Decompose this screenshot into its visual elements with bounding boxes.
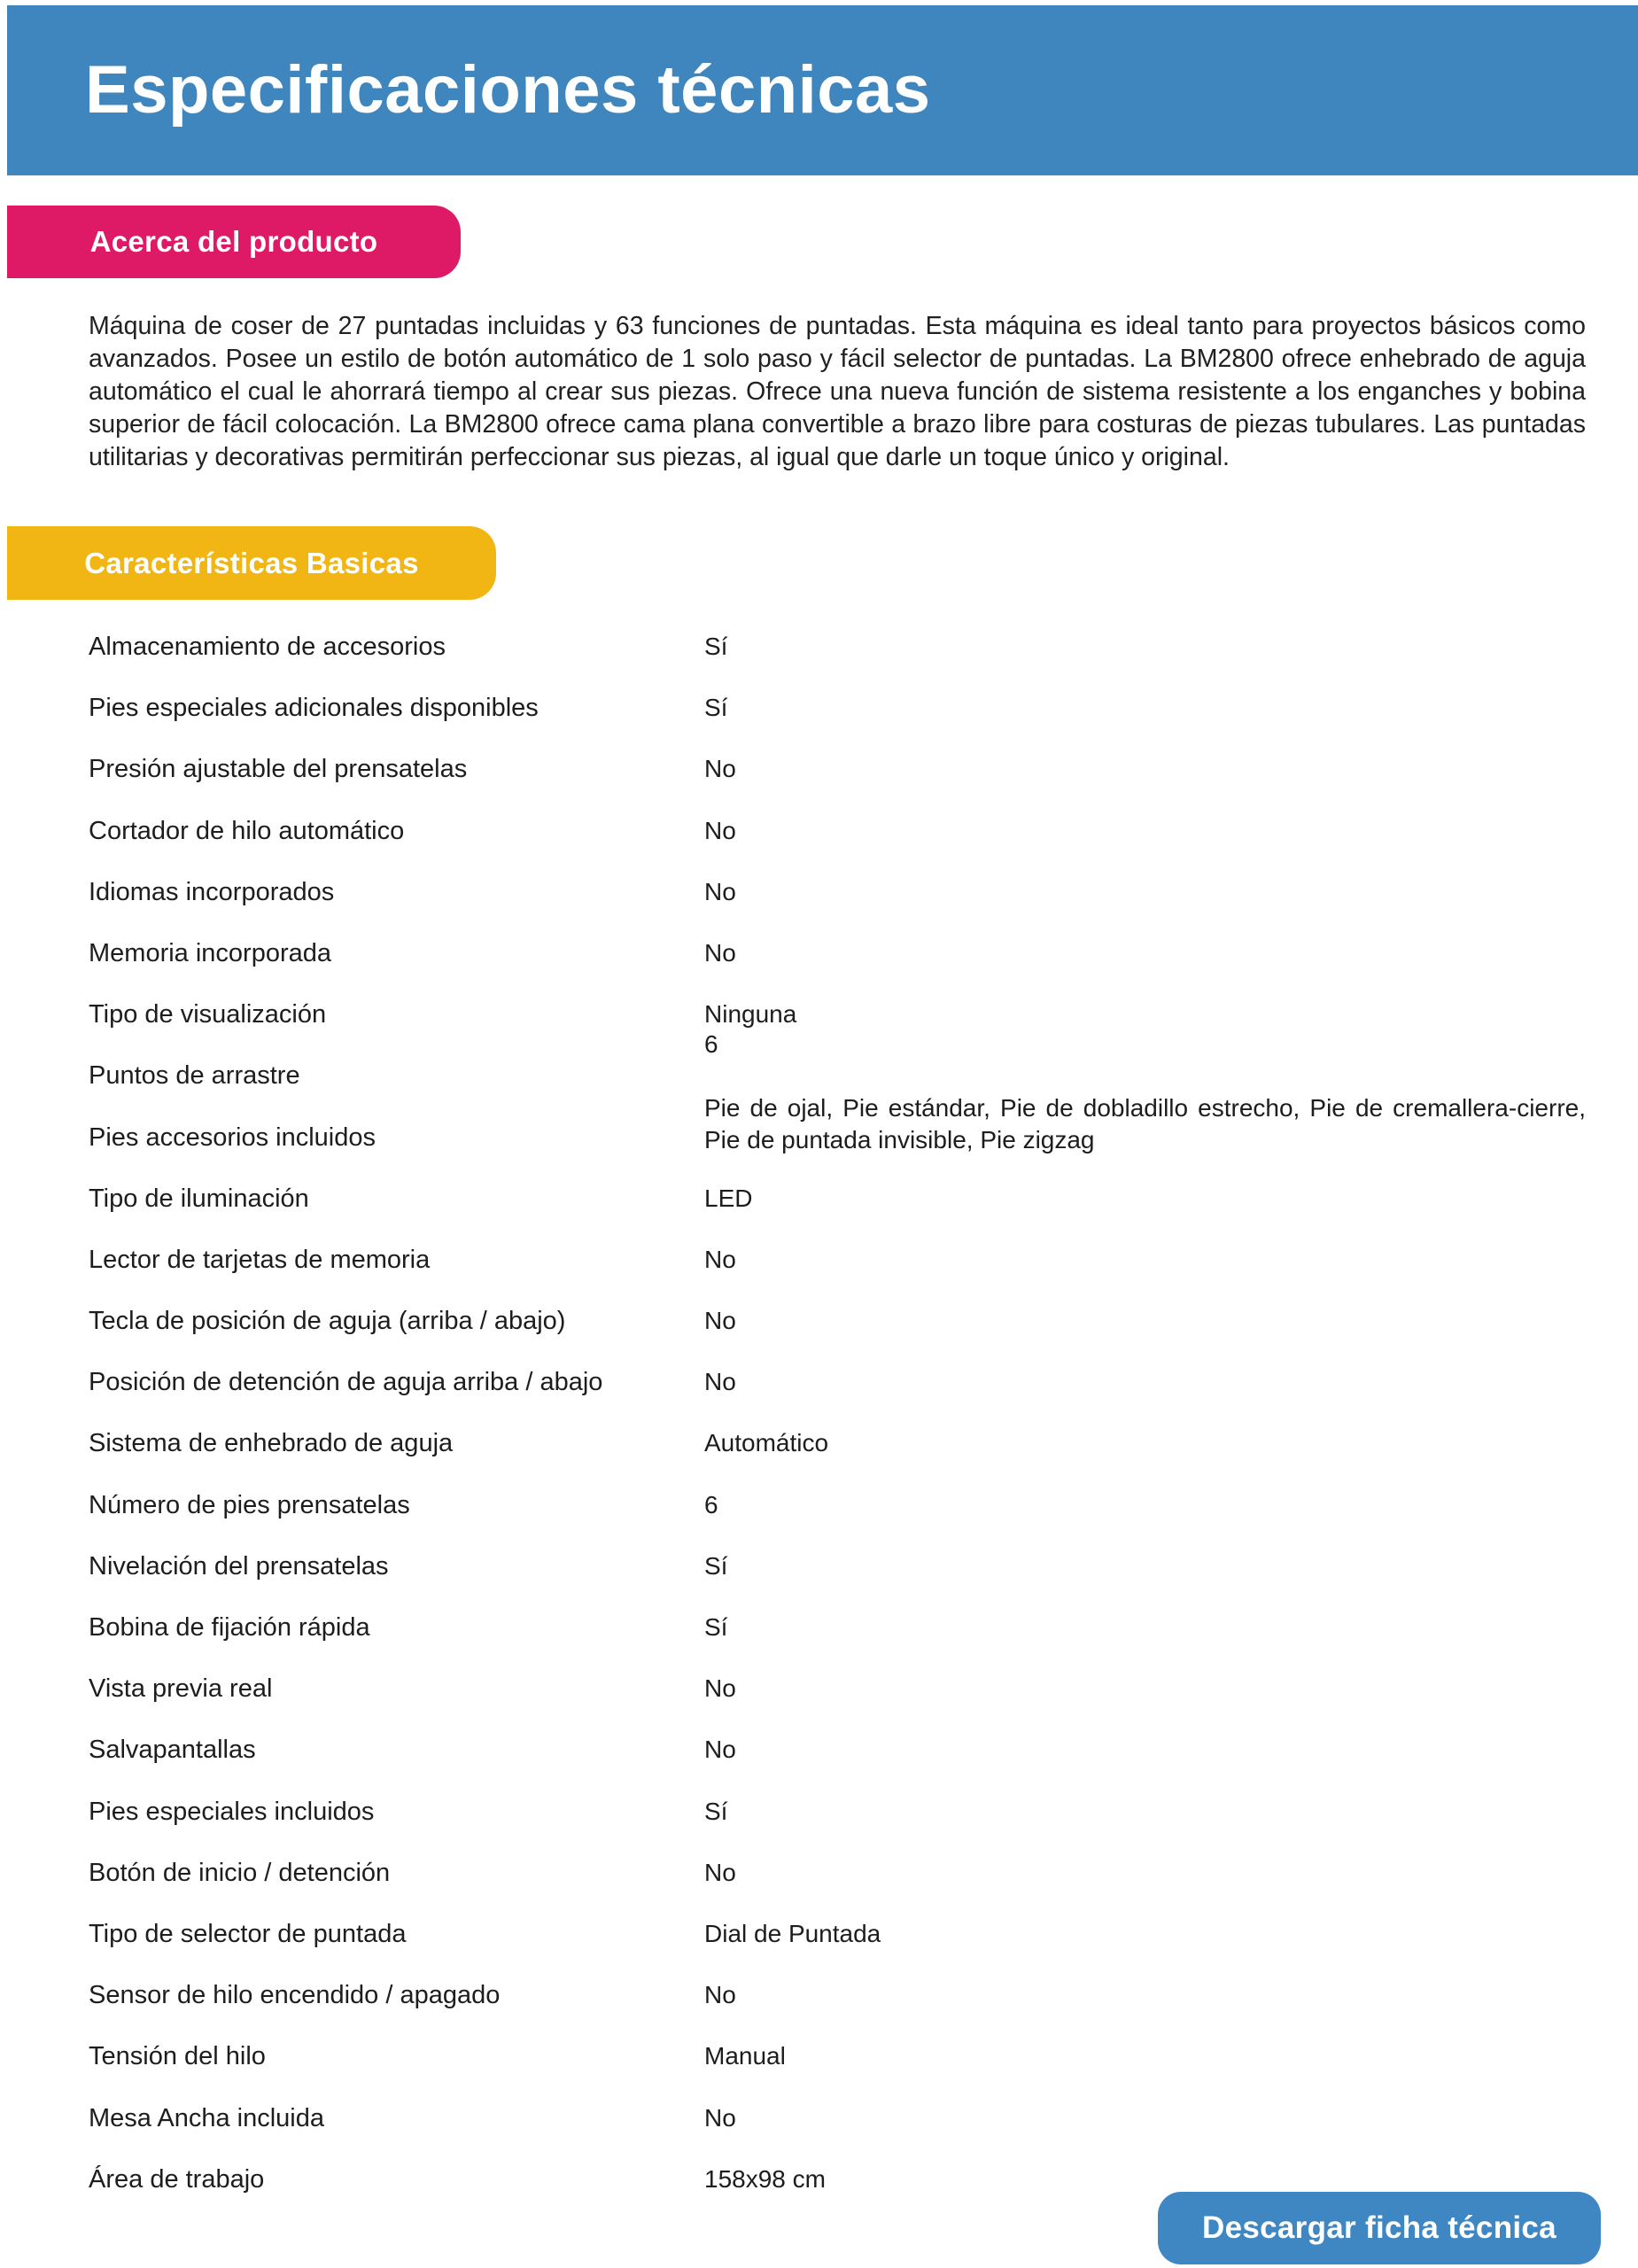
spec-value: Dial de Puntada [704,1919,881,1947]
spec-value: No [704,877,736,905]
spec-value: No [704,755,736,783]
spec-label: Vista previa real [89,1674,273,1704]
spec-row [89,1796,1586,1857]
spec-label: Presión ajustable del prensatelas [89,755,468,784]
spec-value: No [704,1736,736,1764]
spec-value: Sí [704,1551,728,1580]
spec-row [89,1305,1586,1366]
spec-value: Ninguna [704,1000,797,1029]
spec-value: LED [704,1184,753,1212]
spec-row [89,876,1586,937]
spec-value: No [704,938,736,967]
spec-label: Puntos de arrastre [89,1061,300,1091]
page-title: Especificaciones técnicas [85,52,931,128]
spec-row [89,1427,1586,1488]
spec-value: Sí [704,1797,728,1825]
spec-value: No [704,1674,736,1703]
spec-label: Sensor de hilo encendido / apagado [89,1981,501,2010]
spec-row [89,815,1586,876]
spec-label: Pies especiales adicionales disponibles [89,694,539,723]
spec-row [89,1612,1586,1673]
spec-value: No [704,1858,736,1886]
spec-row [89,631,1586,692]
spec-value: No [704,1981,736,2009]
spec-table [89,631,1586,2225]
spec-row [89,692,1586,753]
about-description: Máquina de coser de 27 puntadas incluidas y 63 funciones de puntadas. Esta máquina es ideal tanto para proyectos básicos como avanzados. Posee un estilo de botón automático de 1 solo paso y fácil selector de puntadas. La BM2800 ofrece enhebrado de aguja automático el cual le ahorrará tiempo al crear sus piezas. Ofrece una nueva función de sistema resistente a los enganches y bobina superior de fácil colocación. La BM2800 ofrece cama plana convertible a brazo libre para costuras de piezas tubulares. Las puntadas utilitarias y decorativas permitirán perfeccionar sus piezas, al igual que darle un toque único y original. [89,312,1586,471]
spec-label: Área de trabajo [89,2164,265,2194]
spec-label: Posición de detención de aguja arriba / abajo [89,1368,603,1397]
spec-label: Tipo de iluminación [89,1184,309,1213]
spec-row [89,2040,1586,2101]
spec-label: Mesa Ancha incluida [89,2103,324,2132]
spec-row [89,937,1586,998]
spec-row [89,1183,1586,1244]
spec-label: Tensión del hilo [89,2042,266,2071]
spec-row [89,753,1586,814]
spec-row [89,1979,1586,2040]
spec-value: 158x98 cm [704,2164,826,2193]
spec-row [89,1857,1586,1918]
spec-label: Tecla de posición de aguja (arriba / abajo) [89,1307,566,1336]
spec-value: No [704,1245,736,1273]
spec-value: 6 [704,1490,718,1518]
spec-value: Automático [704,1429,829,1457]
spec-label: Nivelación del prensatelas [89,1551,389,1581]
spec-row [89,1918,1586,1979]
spec-value: Manual [704,2042,786,2070]
page-header-band [7,5,1638,175]
spec-value: No [704,2103,736,2132]
specs-section-badge [7,526,496,600]
spec-value: Sí [704,694,728,722]
spec-value: No [704,816,736,844]
spec-label: Tipo de visualización [89,1000,327,1029]
spec-label: Idiomas incorporados [89,877,335,906]
spec-label: Tipo de selector de puntada [89,1919,407,1948]
about-section-badge [7,206,461,278]
spec-row [89,1673,1586,1734]
spec-row [89,1734,1586,1795]
spec-row [89,1550,1586,1612]
spec-label: Almacenamiento de accesorios [89,633,446,661]
spec-value: Sí [704,1613,728,1641]
about-badge-label: Acerca del producto [89,225,378,258]
spec-label: Botón de inicio / detención [89,1858,391,1887]
spec-label: Número de pies prensatelas [89,1490,410,1519]
spec-row [89,2102,1586,2163]
spec-label: Pies especiales incluidos [89,1797,375,1826]
spec-label: Memoria incorporada [89,938,332,967]
spec-label: Cortador de hilo automático [89,816,405,845]
download-datasheet-button[interactable]: Descargar ficha técnica [1158,2192,1601,2264]
spec-value: Sí [704,633,728,660]
spec-value: No [704,1307,736,1335]
spec-value: Pie de ojal, Pie estándar, Pie de dobladillo estrecho, Pie de cremallera-cierre, Pie de puntada invisible, Pie zigzag [704,1093,1586,1153]
spec-row [89,1093,1586,1183]
spec-label: Bobina de fijación rápida [89,1613,370,1642]
spec-label: Lector de tarjetas de memoria [89,1245,431,1274]
spec-row [89,1489,1586,1550]
spec-row [89,1366,1586,1427]
specs-badge-label: Características Basicas [84,546,419,579]
spec-value: 6 [704,1030,718,1059]
spec-value: No [704,1368,736,1396]
spec-label: Pies accesorios incluidos [89,1122,376,1152]
spec-label: Sistema de enhebrado de aguja [89,1429,454,1458]
spec-label: Salvapantallas [89,1736,256,1765]
spec-row [89,1244,1586,1305]
